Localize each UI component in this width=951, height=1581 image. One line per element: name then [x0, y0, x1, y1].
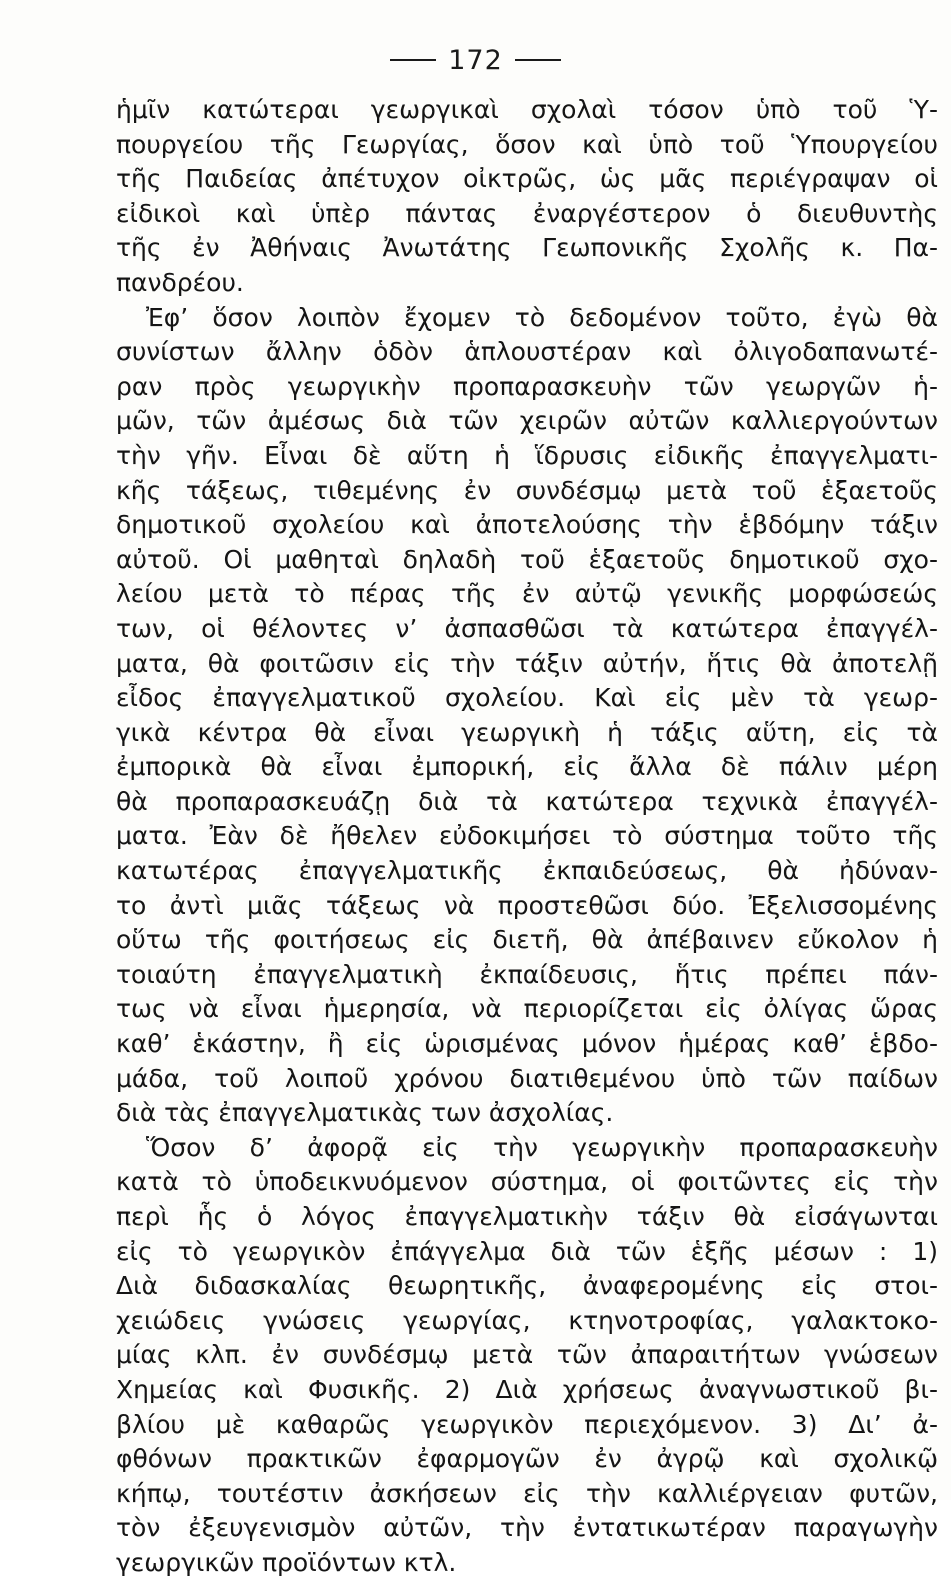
- text-line: εἰδικοὶ καὶ ὑπὲρ πάντας ἐναργέστερον ὁ διευθυντὴς: [116, 198, 938, 228]
- text-line: κατὰ τὸ ὑποδεικνυόμενον σύστημα, οἱ φοιτῶντες εἰς τὴν: [116, 1167, 938, 1197]
- text-line: εἶδος ἐπαγγελματικοῦ σχολείου. Καὶ εἰς μὲν τὰ γεωρ-: [116, 683, 938, 713]
- text-line: περὶ ἧς ὁ λόγος ἐπαγγελματικὴν τάξιν θὰ εἰσάγωνται: [116, 1202, 938, 1231]
- text-line: ἡμῖν κατώτεραι γεωργικαὶ σχολαὶ τόσον ὑπὸ τοῦ Ὑ-: [116, 95, 938, 124]
- text-line: τῆς ἐν Ἀθήναις Ἀνωτάτης Γεωπονικῆς Σχολῆς κ. Πα-: [116, 233, 938, 263]
- text-line: ματα. Ἐὰν δὲ ἤθελεν εὐδοκιμήσει τὸ σύστημα τοῦτο τῆς: [116, 821, 938, 851]
- text-line: γεωργικῶν προϊόντων κτλ.: [116, 1547, 457, 1577]
- text-line: ραν πρὸς γεωργικὴν προπαρασκευὴν τῶν γεωργῶν ἡ-: [116, 371, 938, 401]
- text-line: συνίστων ἄλλην ὁδὸν ἁπλουστέραν καὶ ὀλιγοδαπανωτέ-: [116, 337, 938, 367]
- text-line: πανδρέου.: [116, 267, 244, 297]
- page-number: 172: [448, 44, 503, 76]
- text-line: δημοτικοῦ σχολείου καὶ ἀποτελούσης τὴν ἑβδόμην τάξιν: [116, 510, 938, 540]
- text-line: κῆς τάξεως, τιθεμένης ἐν συνδέσμῳ μετὰ τοῦ ἑξαετοῦς: [116, 475, 938, 505]
- text-line: Διὰ διδασκαλίας θεωρητικῆς, ἀναφερομένης εἰς στοι-: [116, 1271, 938, 1301]
- text-line: κατωτέρας ἐπαγγελματικῆς ἐκπαιδεύσεως, θὰ ἠδύναν-: [116, 856, 938, 886]
- left-rule: [390, 59, 436, 61]
- text-line: χειώδεις γνώσεις γεωργίας, κτηνοτροφίας, γαλακτοκο-: [116, 1305, 938, 1335]
- text-line: τὴν γῆν. Εἶναι δὲ αὕτη ἡ ἵδρυσις εἰδικῆς ἐπαγγελματι-: [116, 440, 938, 470]
- text-line: ματα, θὰ φοιτῶσιν εἰς τὴν τάξιν αὐτήν, ἥτις θὰ ἀποτελῇ: [116, 648, 938, 678]
- text-line: Χημείας καὶ Φυσικῆς. 2) Διὰ χρήσεως ἀναγνωστικοῦ βι-: [116, 1374, 938, 1404]
- text-line: Ὅσον δ’ ἀφορᾷ εἰς τὴν γεωργικὴν προπαρασκευὴν: [146, 1132, 938, 1162]
- right-rule: [515, 59, 561, 61]
- text-line: κήπῳ, τουτέστιν ἀσκήσεων εἰς τὴν καλλιέργειαν φυτῶν,: [116, 1478, 938, 1508]
- page-header: [0, 40, 951, 80]
- text-line: το ἀντὶ μιᾶς τάξεως νὰ προστεθῶσι δύο. Ἐξελισσομένης: [116, 890, 938, 920]
- text-line: μίας κλπ. ἐν συνδέσμῳ μετὰ τῶν ἀπαραιτήτων γνώσεων: [116, 1340, 938, 1370]
- text-line: βλίου μὲ καθαρῶς γεωργικὸν περιεχόμενον. 3) Δι’ ἀ-: [116, 1409, 938, 1439]
- text-line: εἰς τὸ γεωργικὸν ἐπάγγελμα διὰ τῶν ἑξῆς μέσων : 1): [116, 1236, 938, 1266]
- text-line: μάδα, τοῦ λοιποῦ χρόνου διατιθεμένου ὑπὸ τῶν παίδων: [116, 1063, 938, 1093]
- body-text: [116, 93, 938, 1581]
- text-line: λείου μετὰ τὸ πέρας τῆς ἐν αὐτῷ γενικῆς μορφώσεώς: [116, 579, 938, 609]
- text-line: διὰ τὰς ἐπαγγελματικὰς των ἀσχολίας.: [116, 1098, 614, 1128]
- text-line: Ἐφ’ ὅσον λοιπὸν ἔχομεν τὸ δεδομένον τοῦτο, ἐγὼ θὰ: [146, 302, 938, 332]
- text-line: τοιαύτη ἐπαγγελματικὴ ἐκπαίδευσις, ἥτις πρέπει πάν-: [116, 959, 938, 989]
- text-line: γικὰ κέντρα θὰ εἶναι γεωργικὴ ἡ τάξις αὕτη, εἰς τὰ: [116, 717, 938, 747]
- text-line: τῆς Παιδείας ἀπέτυχον οἰκτρῶς, ὡς μᾶς περιέγραψαν οἱ: [116, 164, 938, 194]
- text-line: καθ’ ἑκάστην, ἢ εἰς ὡρισμένας μόνον ἡμέρας καθ’ ἑβδο-: [116, 1029, 938, 1059]
- text-line: οὕτω τῆς φοιτήσεως εἰς διετῆ, θὰ ἀπέβαινεν εὔκολον ἡ: [116, 925, 938, 955]
- text-line: μῶν, τῶν ἀμέσως διὰ τῶν χειρῶν αὐτῶν καλλιεργούντων: [116, 406, 938, 436]
- text-line: τὸν ἐξευγενισμὸν αὐτῶν, τὴν ἐντατικωτέραν παραγωγὴν: [116, 1513, 938, 1543]
- text-line: ἐμπορικὰ θὰ εἶναι ἐμπορική, εἰς ἄλλα δὲ πάλιν μέρη: [116, 752, 938, 782]
- text-line: πουργείου τῆς Γεωργίας, ὅσον καὶ ὑπὸ τοῦ Ὑπουργείου: [116, 129, 938, 159]
- text-line: φθόνων πρακτικῶν ἐφαρμογῶν ἐν ἀγρῷ καὶ σχολικῷ: [116, 1444, 938, 1474]
- text-line: θὰ προπαρασκευάζῃ διὰ τὰ κατώτερα τεχνικὰ ἐπαγγέλ-: [116, 786, 938, 816]
- text-line: αὐτοῦ. Οἱ μαθηταὶ δηλαδὴ τοῦ ἑξαετοῦς δημοτικοῦ σχο-: [116, 544, 938, 574]
- text-line: τως νὰ εἶναι ἡμερησία, νὰ περιορίζεται εἰς ὀλίγας ὥρας: [116, 994, 938, 1024]
- text-line: των, οἱ θέλοντες ν’ ἀσπασθῶσι τὰ κατώτερα ἐπαγγέλ-: [116, 613, 938, 643]
